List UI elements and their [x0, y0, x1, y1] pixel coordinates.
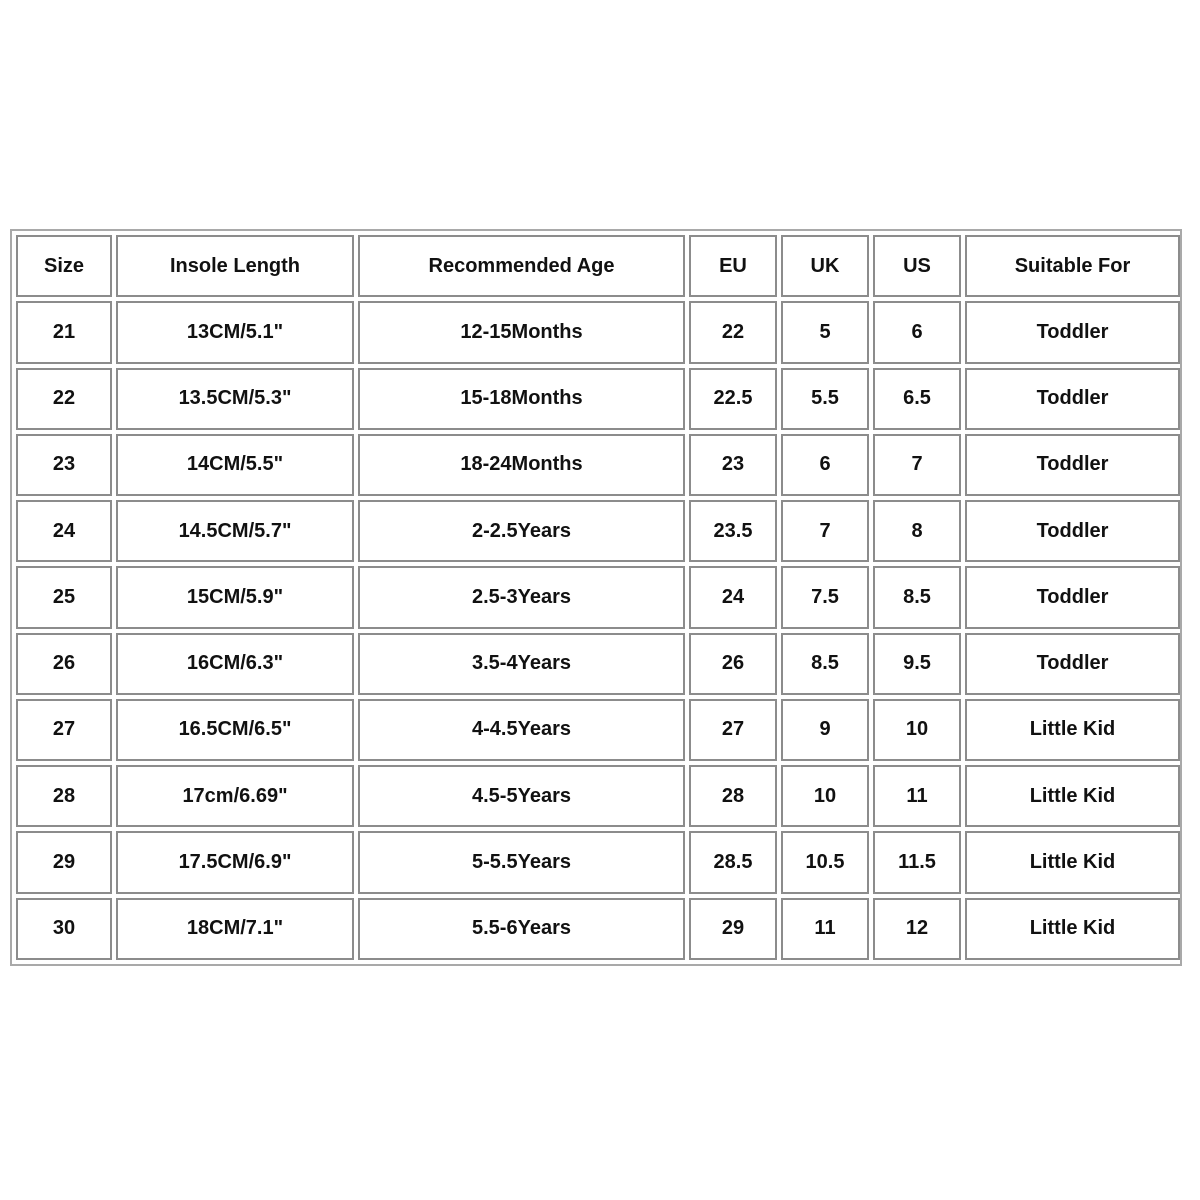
cell-size: 21: [16, 301, 112, 363]
header-row: [16, 235, 1180, 297]
table-row: [16, 566, 1180, 628]
cell-recommended-age: 2-2.5Years: [358, 500, 685, 562]
cell-eu: 22: [689, 301, 777, 363]
column-header-uk: UK: [781, 235, 869, 297]
cell-uk: 9: [781, 699, 869, 761]
cell-us: 7: [873, 434, 961, 496]
cell-recommended-age: 2.5-3Years: [358, 566, 685, 628]
cell-us: 6: [873, 301, 961, 363]
table-row: [16, 500, 1180, 562]
column-header-us: US: [873, 235, 961, 297]
cell-recommended-age: 4.5-5Years: [358, 765, 685, 827]
cell-suitable-for: Toddler: [965, 566, 1180, 628]
cell-recommended-age: 5.5-6Years: [358, 898, 685, 960]
cell-suitable-for: Little Kid: [965, 765, 1180, 827]
cell-uk: 7.5: [781, 566, 869, 628]
cell-uk: 10.5: [781, 831, 869, 893]
cell-size: 27: [16, 699, 112, 761]
table-row: [16, 368, 1180, 430]
cell-insole-length: 15CM/5.9": [116, 566, 354, 628]
cell-insole-length: 14.5CM/5.7": [116, 500, 354, 562]
cell-insole-length: 13.5CM/5.3": [116, 368, 354, 430]
column-header-size: Size: [16, 235, 112, 297]
cell-suitable-for: Toddler: [965, 500, 1180, 562]
table-row: [16, 633, 1180, 695]
cell-us: 12: [873, 898, 961, 960]
cell-uk: 10: [781, 765, 869, 827]
cell-uk: 6: [781, 434, 869, 496]
cell-recommended-age: 12-15Months: [358, 301, 685, 363]
cell-size: 28: [16, 765, 112, 827]
cell-suitable-for: Toddler: [965, 633, 1180, 695]
cell-suitable-for: Little Kid: [965, 898, 1180, 960]
cell-size: 23: [16, 434, 112, 496]
cell-insole-length: 13CM/5.1": [116, 301, 354, 363]
cell-insole-length: 17.5CM/6.9": [116, 831, 354, 893]
cell-recommended-age: 18-24Months: [358, 434, 685, 496]
cell-size: 26: [16, 633, 112, 695]
cell-us: 9.5: [873, 633, 961, 695]
cell-recommended-age: 4-4.5Years: [358, 699, 685, 761]
cell-size: 22: [16, 368, 112, 430]
cell-size: 25: [16, 566, 112, 628]
cell-size: 29: [16, 831, 112, 893]
cell-eu: 27: [689, 699, 777, 761]
table-row: [16, 898, 1180, 960]
cell-insole-length: 14CM/5.5": [116, 434, 354, 496]
cell-insole-length: 18CM/7.1": [116, 898, 354, 960]
cell-eu: 23: [689, 434, 777, 496]
table-row: [16, 699, 1180, 761]
cell-uk: 5.5: [781, 368, 869, 430]
cell-insole-length: 16CM/6.3": [116, 633, 354, 695]
table-row: [16, 765, 1180, 827]
cell-us: 11: [873, 765, 961, 827]
cell-size: 30: [16, 898, 112, 960]
size-chart-table: [12, 231, 1184, 964]
cell-insole-length: 16.5CM/6.5": [116, 699, 354, 761]
column-header-recommended-age: Recommended Age: [358, 235, 685, 297]
column-header-suitable-for: Suitable For: [965, 235, 1180, 297]
cell-uk: 8.5: [781, 633, 869, 695]
cell-suitable-for: Toddler: [965, 301, 1180, 363]
column-header-eu: EU: [689, 235, 777, 297]
cell-insole-length: 17cm/6.69": [116, 765, 354, 827]
cell-size: 24: [16, 500, 112, 562]
cell-eu: 24: [689, 566, 777, 628]
column-header-insole-length: Insole Length: [116, 235, 354, 297]
cell-recommended-age: 3.5-4Years: [358, 633, 685, 695]
cell-suitable-for: Toddler: [965, 434, 1180, 496]
cell-suitable-for: Toddler: [965, 368, 1180, 430]
cell-recommended-age: 5-5.5Years: [358, 831, 685, 893]
table-row: [16, 434, 1180, 496]
cell-uk: 5: [781, 301, 869, 363]
cell-us: 8.5: [873, 566, 961, 628]
cell-eu: 26: [689, 633, 777, 695]
cell-eu: 29: [689, 898, 777, 960]
cell-eu: 23.5: [689, 500, 777, 562]
cell-eu: 28: [689, 765, 777, 827]
cell-recommended-age: 15-18Months: [358, 368, 685, 430]
cell-suitable-for: Little Kid: [965, 699, 1180, 761]
cell-suitable-for: Little Kid: [965, 831, 1180, 893]
table-row: [16, 831, 1180, 893]
cell-us: 8: [873, 500, 961, 562]
cell-us: 6.5: [873, 368, 961, 430]
cell-uk: 7: [781, 500, 869, 562]
cell-uk: 11: [781, 898, 869, 960]
cell-us: 11.5: [873, 831, 961, 893]
cell-eu: 22.5: [689, 368, 777, 430]
size-chart-frame: [10, 229, 1182, 966]
table-row: [16, 301, 1180, 363]
cell-us: 10: [873, 699, 961, 761]
cell-eu: 28.5: [689, 831, 777, 893]
